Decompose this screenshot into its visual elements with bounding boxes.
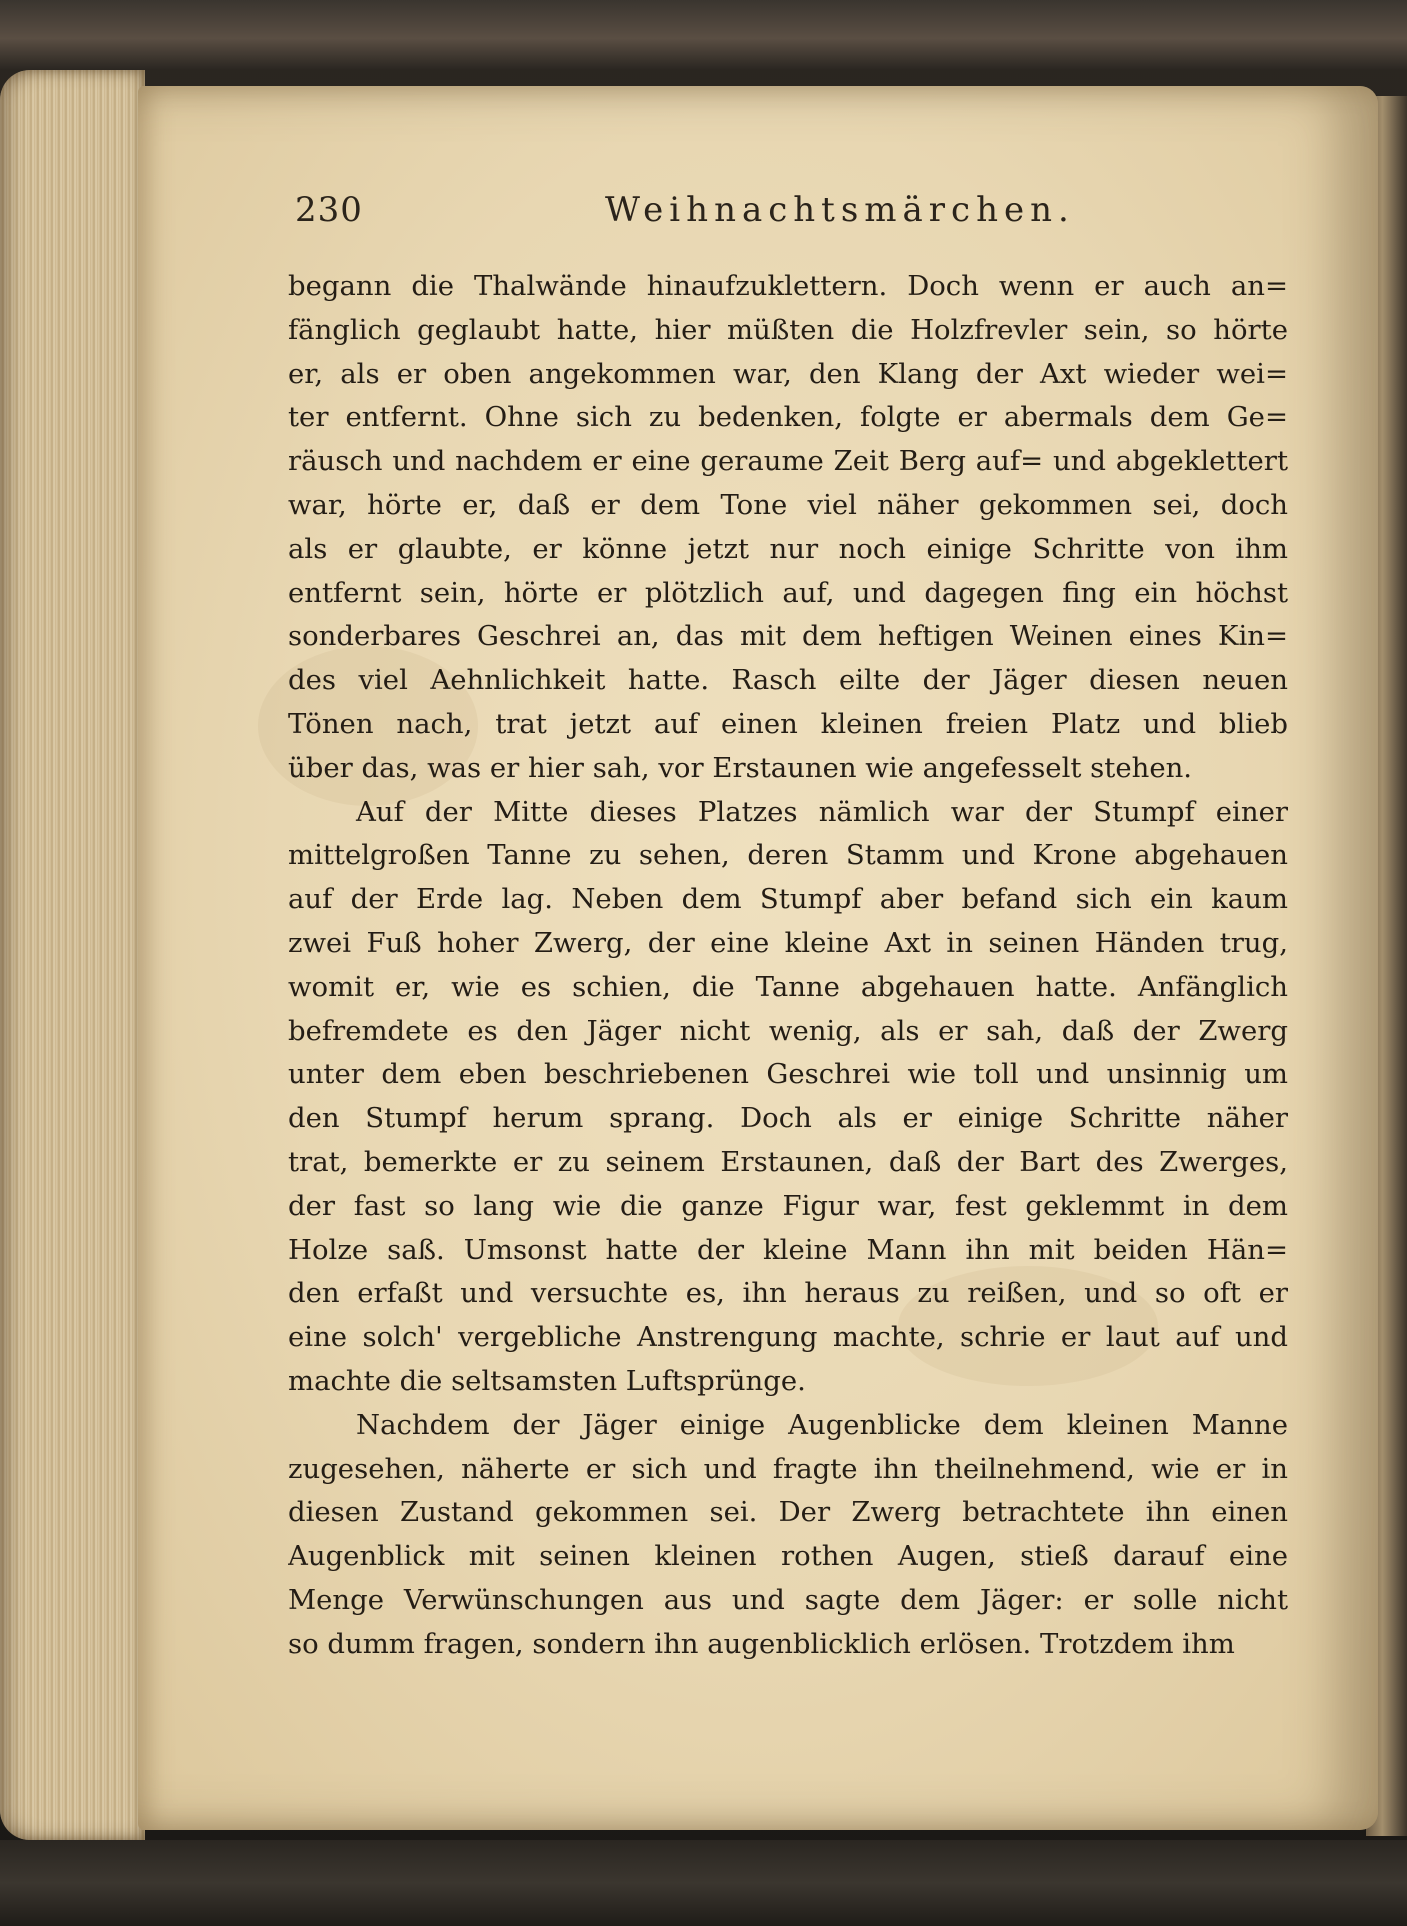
- page-number: 230: [295, 190, 363, 230]
- text-line: diesen Zustand gekommen sei. Der Zwerg betrachtete ihn einen: [288, 1496, 1288, 1529]
- text-line: den erfaßt und versuchte es, ihn heraus zu reißen, und so oft er: [288, 1277, 1288, 1310]
- text-line: entfernt sein, hörte er plötzlich auf, und dagegen fing ein höchst: [288, 576, 1288, 609]
- text-line: über das, was er hier sah, vor Erstaunen wie angefesselt stehen.: [288, 751, 1193, 784]
- book-cover-top-edge: [0, 0, 1407, 70]
- text-line: Augenblick mit seinen kleinen rothen Augen, stieß darauf eine: [288, 1540, 1288, 1573]
- text-line: Menge Verwünschungen aus und sagte dem Jäger: er solle nicht: [288, 1583, 1288, 1616]
- text-line: zwei Fuß hoher Zwerg, der eine kleine Axt in seinen Händen trug,: [288, 926, 1288, 959]
- text-line: so dumm fragen, sondern ihn augenblicklich erlösen. Trotzdem ihm: [288, 1627, 1235, 1660]
- text-line: Nachdem der Jäger einige Augenblicke dem kleinen Manne: [356, 1408, 1288, 1441]
- running-header: [295, 190, 1295, 240]
- text-line: Holze saß. Umsonst hatte der kleine Mann ihn mit beiden Hän=: [288, 1233, 1288, 1266]
- text-line: auf der Erde lag. Neben dem Stumpf aber befand sich ein kaum: [288, 883, 1288, 916]
- text-line: eine solch' vergebliche Anstrengung machte, schrie er laut auf und: [288, 1321, 1288, 1354]
- text-line: Tönen nach, trat jetzt auf einen kleinen freien Platz und blieb: [288, 707, 1288, 740]
- running-title: Weihnachtsmärchen.: [605, 190, 1075, 230]
- text-line: der fast so lang wie die ganze Figur war, fest geklemmt in dem: [288, 1189, 1288, 1222]
- text-line: fänglich geglaubt hatte, hier müßten die Holzfrevler sein, so hörte: [288, 313, 1288, 346]
- page-stack-edge: [0, 70, 145, 1840]
- text-line: zugesehen, näherte er sich und fragte ihn theilnehmend, wie er in: [288, 1452, 1288, 1485]
- text-line: mittelgroßen Tanne zu sehen, deren Stamm und Krone abgehauen: [288, 839, 1288, 872]
- text-line: trat, bemerkte er zu seinem Erstaunen, daß der Bart des Zwerges,: [288, 1145, 1288, 1178]
- text-line: als er glaubte, er könne jetzt nur noch einige Schritte von ihm: [288, 532, 1288, 565]
- book-cover-bottom-edge: [0, 1840, 1407, 1926]
- text-line: befremdete es den Jäger nicht wenig, als er sah, daß der Zwerg: [288, 1014, 1288, 1047]
- text-line: unter dem eben beschriebenen Geschrei wie toll und unsinnig um: [288, 1058, 1288, 1091]
- text-line: er, als er oben angekommen war, den Klang der Axt wieder wei=: [288, 357, 1288, 390]
- text-line: sonderbares Geschrei an, das mit dem heftigen Weinen eines Kin=: [288, 620, 1288, 653]
- text-line: räusch und nachdem er eine geraume Zeit Berg auf= und abgeklettert: [288, 445, 1288, 478]
- body-text: [288, 265, 1288, 1667]
- text-line: den Stumpf herum sprang. Doch als er einige Schritte näher: [288, 1102, 1288, 1135]
- text-line: Auf der Mitte dieses Platzes nämlich war der Stumpf einer: [356, 795, 1288, 828]
- text-line: womit er, wie es schien, die Tanne abgehauen hatte. Anfänglich: [288, 970, 1288, 1003]
- text-line: des viel Aehnlichkeit hatte. Rasch eilte der Jäger diesen neuen: [288, 664, 1288, 697]
- text-line: machte die seltsamsten Luftsprünge.: [288, 1364, 806, 1397]
- text-line: begann die Thalwände hinaufzuklettern. Doch wenn er auch an=: [288, 270, 1288, 302]
- text-line: ter entfernt. Ohne sich zu bedenken, folgte er abermals dem Ge=: [288, 401, 1288, 434]
- text-line: war, hörte er, daß er dem Tone viel näher gekommen sei, doch: [288, 488, 1288, 521]
